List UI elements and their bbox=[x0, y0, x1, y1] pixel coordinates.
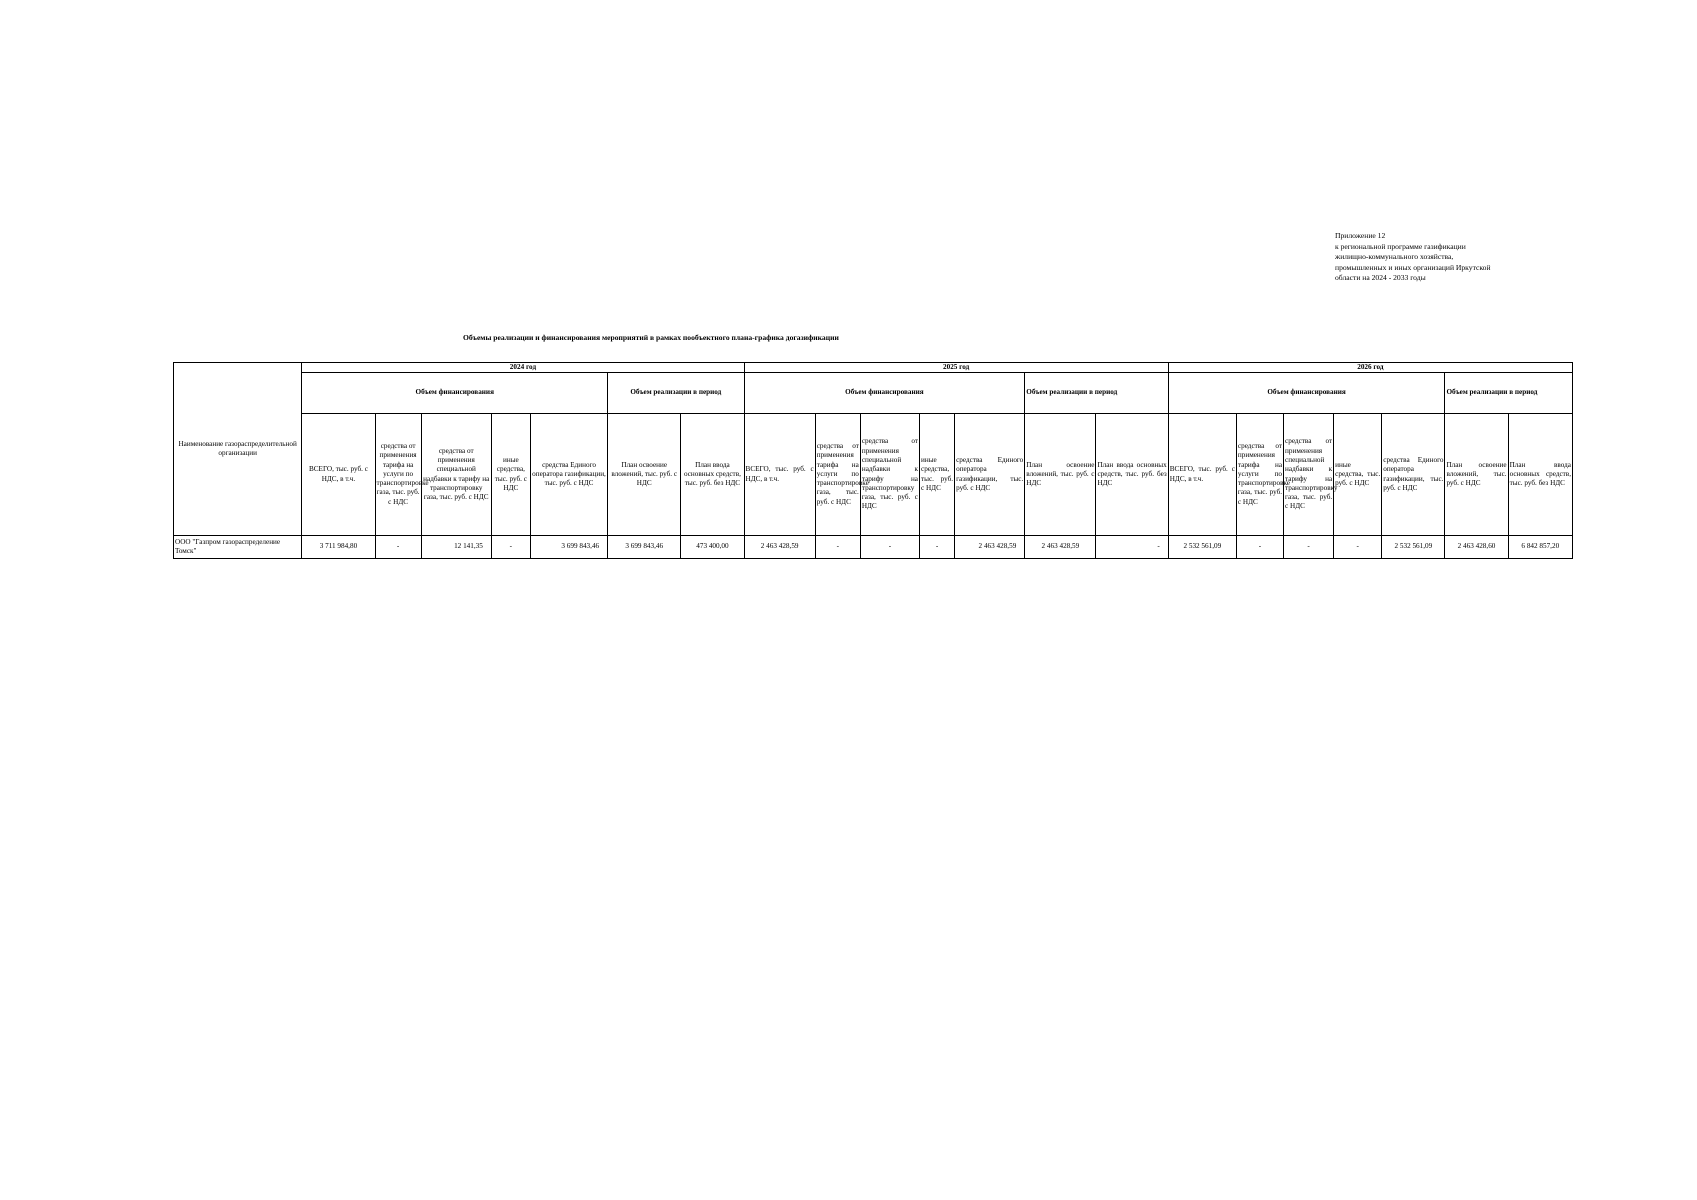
col-header-operator: средства Единого оператора газификации, тыс. руб. с НДС bbox=[1382, 414, 1445, 536]
col-header-plan-investment: План освоение вложений, тыс. руб. с НДС bbox=[1445, 414, 1508, 536]
year-header-2026: 2026 год bbox=[1168, 363, 1572, 373]
realization-header-2024: Объем реализации в период bbox=[608, 373, 744, 414]
org-name-header: Наименование газораспределительной организации bbox=[174, 363, 302, 536]
financing-header-2025: Объем финансирования bbox=[744, 373, 1025, 414]
value-cell: 3 711 984,80 bbox=[302, 536, 375, 559]
table-row bbox=[174, 536, 1573, 559]
col-header-surcharge: средства от применения специальной надбавки к тарифу на транспортировку газа, тыс. руб. с НДС bbox=[1284, 414, 1334, 536]
col-header-total: ВСЕГО, тыс. руб. с НДС, в т.ч. bbox=[1168, 414, 1236, 536]
col-header-plan-investment: План освоение вложений, тыс. руб. с НДС bbox=[1025, 414, 1096, 536]
year-header-2024: 2024 год bbox=[302, 363, 744, 373]
value-cell: 12 141,35 bbox=[421, 536, 491, 559]
appendix-note bbox=[1335, 231, 1491, 284]
value-cell: - bbox=[491, 536, 530, 559]
col-header-plan-assets: План ввода основных средств, тыс. руб. без НДС bbox=[1096, 414, 1168, 536]
value-cell: - bbox=[815, 536, 860, 559]
financing-header-2026: Объем финансирования bbox=[1168, 373, 1445, 414]
value-cell: - bbox=[920, 536, 955, 559]
realization-header-2026: Объем реализации в период bbox=[1445, 373, 1573, 414]
col-header-operator: средства Единого оператора газификации, тыс. руб. с НДС bbox=[955, 414, 1025, 536]
value-cell: 6 842 857,20 bbox=[1508, 536, 1572, 559]
appendix-line: Приложение 12 bbox=[1335, 231, 1386, 240]
col-header-other: иные средства, тыс. руб. с НДС bbox=[1334, 414, 1382, 536]
col-header-plan-investment: План освоение вложений, тыс. руб. с НДС bbox=[608, 414, 681, 536]
financing-header-2024: Объем финансирования bbox=[302, 373, 608, 414]
appendix-line: области на 2024 - 2033 годы bbox=[1335, 273, 1426, 283]
org-name-cell: ООО "Газпром газораспределение Томск" bbox=[174, 536, 302, 559]
col-header-operator: средства Единого оператора газификации, тыс. руб. с НДС bbox=[530, 414, 607, 536]
col-header-total: ВСЕГО, тыс. руб. с НДС, в т.ч. bbox=[302, 414, 375, 536]
value-cell: - bbox=[1284, 536, 1334, 559]
col-header-total: ВСЕГО, тыс. руб. с НДС, в т.ч. bbox=[744, 414, 815, 536]
col-header-surcharge: средства от применения специальной надбавки к тарифу на транспортировку газа, тыс. руб. с НДС bbox=[860, 414, 919, 536]
realization-header-2025: Объем реализации в период bbox=[1025, 373, 1168, 414]
value-cell: 3 699 843,46 bbox=[608, 536, 681, 559]
col-header-tariff: средства от применения тарифа на услуги по транспортировке газа, тыс. руб. с НДС bbox=[375, 414, 421, 536]
value-cell: - bbox=[1096, 536, 1168, 559]
value-cell: 2 463 428,59 bbox=[955, 536, 1025, 559]
col-header-plan-assets: План ввода основных средств, тыс. руб. без НДС bbox=[681, 414, 744, 536]
value-cell: 2 463 428,60 bbox=[1445, 536, 1508, 559]
value-cell: - bbox=[1334, 536, 1382, 559]
value-cell: - bbox=[860, 536, 919, 559]
financing-table bbox=[173, 362, 1573, 559]
value-cell: 2 532 561,09 bbox=[1382, 536, 1445, 559]
col-header-other: иные средства, тыс. руб. с НДС bbox=[920, 414, 955, 536]
value-cell: 2 463 428,59 bbox=[744, 536, 815, 559]
col-header-plan-assets: План ввода основных средств, тыс. руб. без НДС bbox=[1508, 414, 1572, 536]
document-title: Объемы реализации и финансирования мероприятий в рамках пообъектного плана-графика догазификации bbox=[463, 333, 839, 342]
appendix-line: промышленных и иных организаций Иркутской bbox=[1335, 262, 1491, 272]
value-cell: - bbox=[375, 536, 421, 559]
value-cell: 3 699 843,46 bbox=[530, 536, 607, 559]
appendix-line: к региональной программе газификации bbox=[1335, 241, 1466, 251]
col-header-tariff: средства от применения тарифа на услуги по транспортировке газа, тыс. руб. с НДС bbox=[1236, 414, 1283, 536]
col-header-tariff: средства от применения тарифа на услуги по транспортировке газа, тыс. руб. с НДС bbox=[815, 414, 860, 536]
value-cell: 2 463 428,59 bbox=[1025, 536, 1096, 559]
year-header-2025: 2025 год bbox=[744, 363, 1168, 373]
col-header-other: иные средства, тыс. руб. с НДС bbox=[491, 414, 530, 536]
appendix-line: жилищно-коммунального хозяйства, bbox=[1335, 252, 1454, 262]
value-cell: 2 532 561,09 bbox=[1168, 536, 1236, 559]
value-cell: 473 400,00 bbox=[681, 536, 744, 559]
col-header-surcharge: средства от применения специальной надбавки к тарифу на транспортировку газа, тыс. руб. с НДС bbox=[421, 414, 491, 536]
value-cell: - bbox=[1236, 536, 1283, 559]
